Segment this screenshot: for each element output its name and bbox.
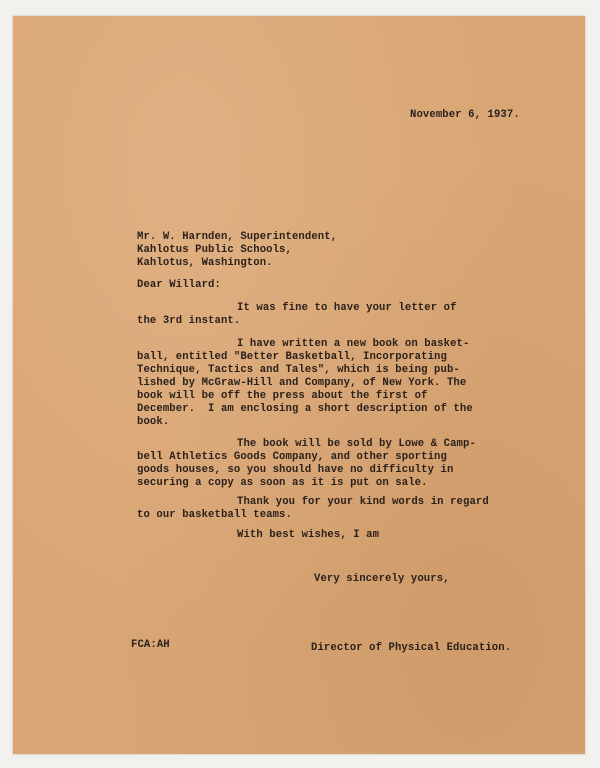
- paragraph-2-line-6: December. I am enclosing a short description of the: [137, 403, 473, 415]
- recipient-line-1: Mr. W. Harnden, Superintendent,: [137, 231, 338, 243]
- paragraph-2-line-3: Technique, Tactics and Tales", which is being pub-: [137, 364, 460, 376]
- paragraph-4-line-1: Thank you for your kind words in regard: [237, 496, 489, 508]
- paragraph-2-line-4: lished by McGraw-Hill and Company, of New York. The: [137, 377, 467, 389]
- typist-initials: FCA:AH: [131, 639, 170, 651]
- paragraph-3-line-4: securing a copy as soon as it is put on sale.: [137, 477, 428, 489]
- letter-date: November 6, 1937.: [410, 109, 520, 121]
- paragraph-2-line-1: I have written a new book on basket-: [237, 338, 470, 350]
- paragraph-1-line-2: the 3rd instant.: [137, 315, 241, 327]
- valediction: Very sincerely yours,: [314, 573, 450, 585]
- paragraph-2-line-7: book.: [137, 416, 170, 428]
- paragraph-2-line-5: book will be off the press about the first of: [137, 390, 428, 402]
- paragraph-3-line-2: bell Athletics Goods Company, and other sporting: [137, 451, 447, 463]
- salutation: Dear Willard:: [137, 279, 221, 291]
- paragraph-1-line-1: It was fine to have your letter of: [237, 302, 457, 314]
- closing-phrase: With best wishes, I am: [237, 529, 380, 541]
- signature-title: Director of Physical Education.: [311, 642, 512, 654]
- recipient-line-3: Kahlotus, Washington.: [137, 257, 273, 269]
- paragraph-3-line-1: The book will be sold by Lowe & Camp-: [237, 438, 476, 450]
- paragraph-3-line-3: goods houses, so you should have no difficulty in: [137, 464, 454, 476]
- letter-page: [13, 16, 585, 754]
- recipient-line-2: Kahlotus Public Schools,: [137, 244, 292, 256]
- paragraph-4-line-2: to our basketball teams.: [137, 509, 292, 521]
- paragraph-2-line-2: ball, entitled "Better Basketball, Incorporating: [137, 351, 447, 363]
